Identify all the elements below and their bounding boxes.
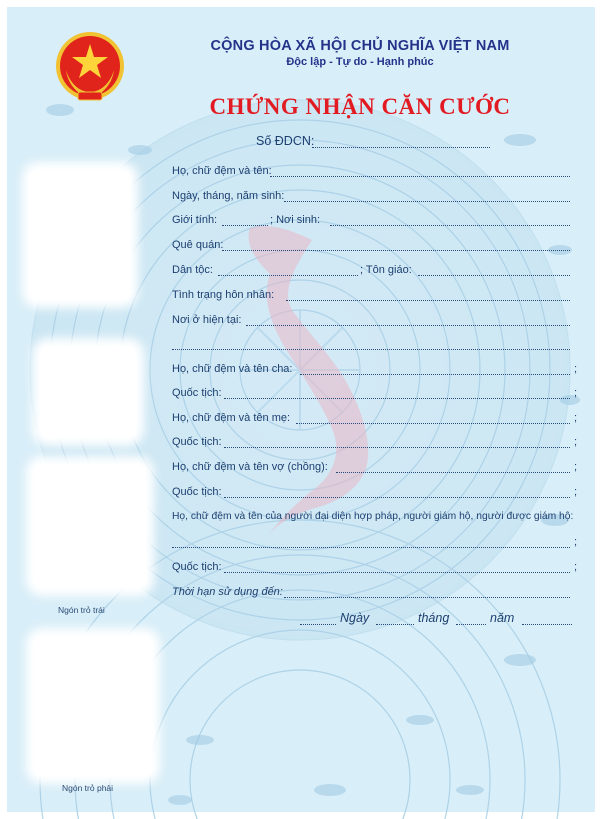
fingerprint-right-box xyxy=(34,636,152,776)
residence-field[interactable] xyxy=(246,325,570,326)
father-name-label: Họ, chữ đệm và tên cha: xyxy=(172,363,293,375)
full-name-field[interactable] xyxy=(270,176,570,177)
row-father-nationality xyxy=(172,387,578,403)
day-label: Ngày xyxy=(340,611,370,625)
representative-label: Họ, chữ đệm và tên của người đại diện hợp pháp, người giám hộ, người được giám hộ: xyxy=(172,511,574,522)
semicolon: ; xyxy=(574,363,578,375)
year-field[interactable] xyxy=(522,624,572,625)
row-mother-name xyxy=(172,412,578,428)
sex-label: Giới tính: xyxy=(172,214,218,226)
row-spouse-name xyxy=(172,461,578,477)
hometown-field[interactable] xyxy=(222,250,570,251)
marital-status-label: Tình trạng hôn nhân: xyxy=(172,289,275,301)
issue-date-row xyxy=(300,611,580,629)
nationality-label: Quốc tịch: xyxy=(172,387,222,399)
semicolon: ; xyxy=(574,412,578,424)
row-full-name xyxy=(172,165,578,181)
mother-name-label: Họ, chữ đệm và tên mẹ: xyxy=(172,412,291,424)
national-emblem-icon xyxy=(54,30,126,106)
semicolon: ; xyxy=(574,536,578,548)
semicolon: ; xyxy=(574,486,578,498)
row-sex-birthplace xyxy=(172,214,578,230)
representative-field[interactable] xyxy=(172,547,570,548)
row-father-name xyxy=(172,363,578,379)
row-representative xyxy=(172,511,582,527)
ethnicity-field[interactable] xyxy=(218,275,358,276)
semicolon: ; xyxy=(574,461,578,473)
row-representative-line-2 xyxy=(172,536,578,552)
father-name-field[interactable] xyxy=(300,374,570,375)
nation-name: CỘNG HÒA XÃ HỘI CHỦ NGHĨA VIỆT NAM xyxy=(210,38,510,54)
fingerprint-right-label: Ngón trỏ phải xyxy=(62,783,114,793)
row-hometown xyxy=(172,239,578,255)
document-title: CHỨNG NHẬN CĂN CƯỚC xyxy=(209,94,511,119)
spouse-name-label: Họ, chữ đệm và tên vợ (chồng): xyxy=(172,461,328,473)
date-of-birth-field[interactable] xyxy=(284,201,570,202)
mother-nationality-field[interactable] xyxy=(224,447,570,448)
ethnicity-label: Dân tộc: xyxy=(172,264,213,276)
representative-nationality-field[interactable] xyxy=(224,572,570,573)
religion-label: ; Tôn giáo: xyxy=(360,264,412,276)
portrait-photo-box xyxy=(30,170,130,300)
full-name-label: Họ, chữ đệm và tên: xyxy=(172,165,272,177)
sex-field[interactable] xyxy=(222,225,268,226)
hometown-label: Quê quán: xyxy=(172,239,224,251)
month-field[interactable] xyxy=(456,624,486,625)
day-field[interactable] xyxy=(376,624,414,625)
row-residence-continued xyxy=(172,338,578,354)
fingerprint-left-box xyxy=(34,464,146,588)
row-ethnicity-religion xyxy=(172,264,578,280)
father-nationality-field[interactable] xyxy=(224,398,570,399)
religion-field[interactable] xyxy=(418,275,570,276)
national-motto: Độc lập - Tự do - Hạnh phúc xyxy=(286,56,434,68)
row-marital-status xyxy=(172,289,578,305)
fingerprint-left-label: Ngón trỏ trái xyxy=(58,605,105,615)
mother-name-field[interactable] xyxy=(296,423,570,424)
row-date-of-birth xyxy=(172,190,578,206)
semicolon: ; xyxy=(574,561,578,573)
expiry-label: Thời hạn sử dụng đến: xyxy=(172,586,283,598)
date-lead-dots xyxy=(300,624,336,625)
spouse-name-field[interactable] xyxy=(336,472,570,473)
expiry-field[interactable] xyxy=(284,597,570,598)
birthplace-label: ; Nơi sinh: xyxy=(270,214,321,226)
header xyxy=(150,38,570,68)
month-label: tháng xyxy=(418,611,450,625)
residence-field-line-2[interactable] xyxy=(172,349,570,350)
residence-label: Nơi ở hiện tại: xyxy=(172,314,242,326)
date-of-birth-label: Ngày, tháng, năm sinh: xyxy=(172,190,285,202)
photo-box-secondary xyxy=(40,346,136,438)
nationality-label: Quốc tịch: xyxy=(172,486,222,498)
so-ddcn-field[interactable] xyxy=(312,147,490,148)
row-mother-nationality xyxy=(172,436,578,452)
year-label: năm xyxy=(490,611,515,625)
row-spouse-nationality xyxy=(172,486,578,502)
spouse-nationality-field[interactable] xyxy=(224,497,570,498)
row-residence xyxy=(172,314,578,330)
semicolon: ; xyxy=(574,436,578,448)
row-expiry xyxy=(172,586,578,602)
nationality-label: Quốc tịch: xyxy=(172,561,222,573)
nationality-label: Quốc tịch: xyxy=(172,436,222,448)
row-representative-nationality xyxy=(172,561,578,577)
marital-status-field[interactable] xyxy=(286,300,570,301)
birthplace-field[interactable] xyxy=(330,225,570,226)
semicolon: ; xyxy=(574,387,578,399)
so-ddcn-label: Số ĐDCN: xyxy=(256,134,315,148)
